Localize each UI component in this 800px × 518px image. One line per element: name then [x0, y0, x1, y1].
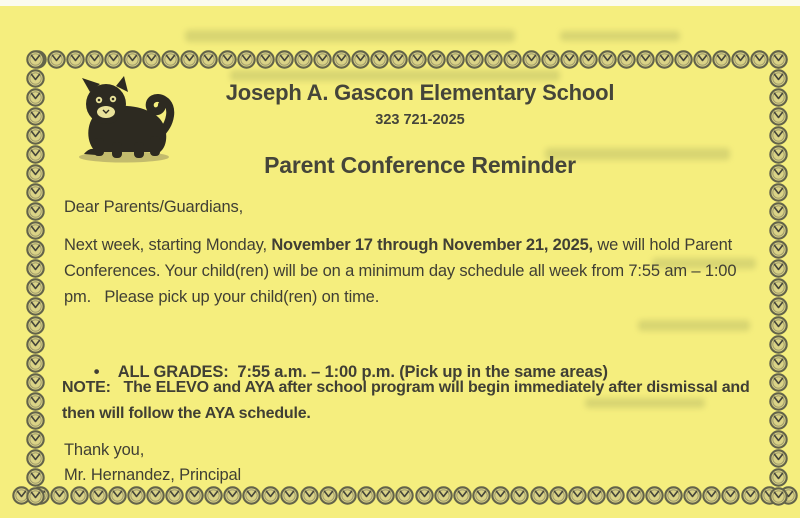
clock-icon	[26, 107, 45, 126]
school-phone: 323 721-2025	[375, 112, 465, 128]
clock-icon	[26, 240, 45, 259]
clock-icon	[503, 50, 522, 69]
clock-icon	[636, 50, 655, 69]
clock-icon	[712, 50, 731, 69]
clock-icon	[66, 50, 85, 69]
clock-icon	[26, 221, 45, 240]
clock-icon	[587, 486, 606, 505]
clock-icon	[731, 50, 750, 69]
clock-icon	[606, 486, 625, 505]
clock-icon	[395, 486, 414, 505]
clock-icon	[319, 486, 338, 505]
clock-icon	[261, 486, 280, 505]
signature-line: Mr. Hernandez, Principal	[64, 466, 242, 484]
clock-icon	[50, 486, 69, 505]
clock-icon	[26, 183, 45, 202]
clock-icon	[769, 373, 788, 392]
clock-icon	[769, 468, 788, 487]
clock-icon	[26, 373, 45, 392]
letterhead	[120, 80, 720, 179]
clock-icon	[541, 50, 560, 69]
clock-icon	[85, 50, 104, 69]
clock-icon	[26, 354, 45, 373]
clock-icon	[313, 50, 332, 69]
clock-icon	[741, 486, 760, 505]
clock-icon	[484, 50, 503, 69]
clock-icon	[142, 50, 161, 69]
clock-icon	[693, 50, 712, 69]
clock-icon	[769, 221, 788, 240]
clock-icon	[256, 50, 275, 69]
clock-icon	[769, 430, 788, 449]
clock-icon	[408, 50, 427, 69]
clock-icon	[338, 486, 357, 505]
closing-line: Thank you,	[64, 441, 145, 459]
clock-icon	[769, 278, 788, 297]
clock-icon	[351, 50, 370, 69]
clock-icon	[522, 50, 541, 69]
bullet-glyph: •	[93, 363, 100, 381]
clock-icon	[702, 486, 721, 505]
clock-icon	[769, 259, 788, 278]
bleedthrough-smudge	[638, 320, 750, 331]
clock-icon	[204, 486, 223, 505]
clock-icon	[370, 50, 389, 69]
clock-icon	[683, 486, 702, 505]
clock-icon	[769, 202, 788, 221]
clock-icon	[446, 50, 465, 69]
clock-icon	[769, 107, 788, 126]
clock-border-top	[28, 50, 788, 69]
clock-icon	[465, 50, 484, 69]
clock-icon	[530, 486, 549, 505]
clock-icon	[185, 486, 204, 505]
clock-icon	[453, 486, 472, 505]
clock-icon	[357, 486, 376, 505]
scan-edge-strip	[0, 0, 800, 6]
salutation: Dear Parents/Guardians,	[64, 198, 244, 216]
clock-icon	[237, 50, 256, 69]
clock-icon	[579, 50, 598, 69]
note-paragraph: NOTE: The ELEVO and AYA after school program will begin immediately after dismissal and then will follow the AYA schedule.	[62, 379, 754, 422]
clock-icon	[769, 487, 788, 506]
clock-icon	[123, 50, 142, 69]
clock-icon	[146, 486, 165, 505]
clock-icon	[26, 392, 45, 411]
clock-icon	[721, 486, 740, 505]
clock-icon	[750, 50, 769, 69]
clock-icon	[769, 335, 788, 354]
clock-icon	[89, 486, 108, 505]
clock-icon	[26, 259, 45, 278]
clock-icon	[389, 50, 408, 69]
clock-icon	[26, 145, 45, 164]
bleedthrough-smudge	[185, 30, 515, 42]
all-grades-text: ALL GRADES: 7:55 a.m. – 1:00 p.m. (Pick up in the same areas)	[117, 363, 608, 381]
clock-icon	[26, 411, 45, 430]
clock-icon	[769, 164, 788, 183]
clock-icon	[769, 69, 788, 88]
school-name: Joseph A. Gascon Elementary School	[225, 80, 615, 105]
clock-icon	[300, 486, 319, 505]
clock-icon	[332, 50, 351, 69]
bleedthrough-smudge	[560, 31, 680, 41]
clock-icon	[376, 486, 395, 505]
clock-icon	[26, 316, 45, 335]
clock-icon	[180, 50, 199, 69]
clock-icon	[70, 486, 89, 505]
clock-icon	[427, 50, 446, 69]
clock-icon	[26, 278, 45, 297]
clock-icon	[769, 88, 788, 107]
clock-icon	[26, 164, 45, 183]
clock-icon	[568, 486, 587, 505]
clock-icon	[26, 297, 45, 316]
clock-icon	[26, 50, 45, 69]
clock-icon	[769, 145, 788, 164]
clock-icon	[294, 50, 313, 69]
paragraph-text-post: we will hold Parent Conferences. Your child(ren) will be on a minimum day schedule all week from 7:55 am – 1:00 pm. Please pick up your child(ren) on time.	[64, 236, 741, 306]
clock-icon	[549, 486, 568, 505]
clock-icon	[415, 486, 434, 505]
clock-icon	[26, 487, 45, 506]
clock-icon	[769, 354, 788, 373]
clock-icon	[26, 88, 45, 107]
clock-border-left	[26, 50, 45, 506]
clock-icon	[26, 126, 45, 145]
clock-icon	[664, 486, 683, 505]
clock-border-right	[769, 50, 788, 506]
clock-icon	[626, 486, 645, 505]
clock-icon	[199, 50, 218, 69]
clock-icon	[655, 50, 674, 69]
clock-icon	[26, 335, 45, 354]
clock-icon	[434, 486, 453, 505]
clock-icon	[769, 411, 788, 430]
clock-icon	[674, 50, 693, 69]
clock-icon	[769, 449, 788, 468]
clock-icon	[472, 486, 491, 505]
intro-paragraph	[64, 232, 748, 310]
clock-icon	[47, 50, 66, 69]
clock-icon	[26, 430, 45, 449]
clock-icon	[769, 50, 788, 69]
clock-icon	[280, 486, 299, 505]
clock-icon	[510, 486, 529, 505]
clock-border-bottom	[12, 486, 798, 505]
clock-icon	[26, 468, 45, 487]
clock-icon	[108, 486, 127, 505]
clock-icon	[769, 316, 788, 335]
document-title: Parent Conference Reminder	[264, 152, 576, 178]
clock-icon	[223, 486, 242, 505]
clock-icon	[769, 240, 788, 259]
clock-icon	[645, 486, 664, 505]
clock-icon	[769, 126, 788, 145]
clock-icon	[491, 486, 510, 505]
clock-icon	[26, 202, 45, 221]
clock-icon	[560, 50, 579, 69]
clock-icon	[165, 486, 184, 505]
clock-icon	[218, 50, 237, 69]
clock-icon	[598, 50, 617, 69]
clock-icon	[26, 69, 45, 88]
clock-icon	[769, 183, 788, 202]
clock-icon	[161, 50, 180, 69]
clock-icon	[104, 50, 123, 69]
clock-icon	[26, 449, 45, 468]
clock-icon	[769, 297, 788, 316]
clock-icon	[127, 486, 146, 505]
clock-icon	[769, 392, 788, 411]
clock-icon	[242, 486, 261, 505]
clock-icon	[275, 50, 294, 69]
clock-icon	[617, 50, 636, 69]
paragraph-text-pre: Next week, starting Monday,	[64, 236, 272, 254]
paragraph-dates-bold: November 17 through November 21, 2025,	[271, 236, 593, 254]
